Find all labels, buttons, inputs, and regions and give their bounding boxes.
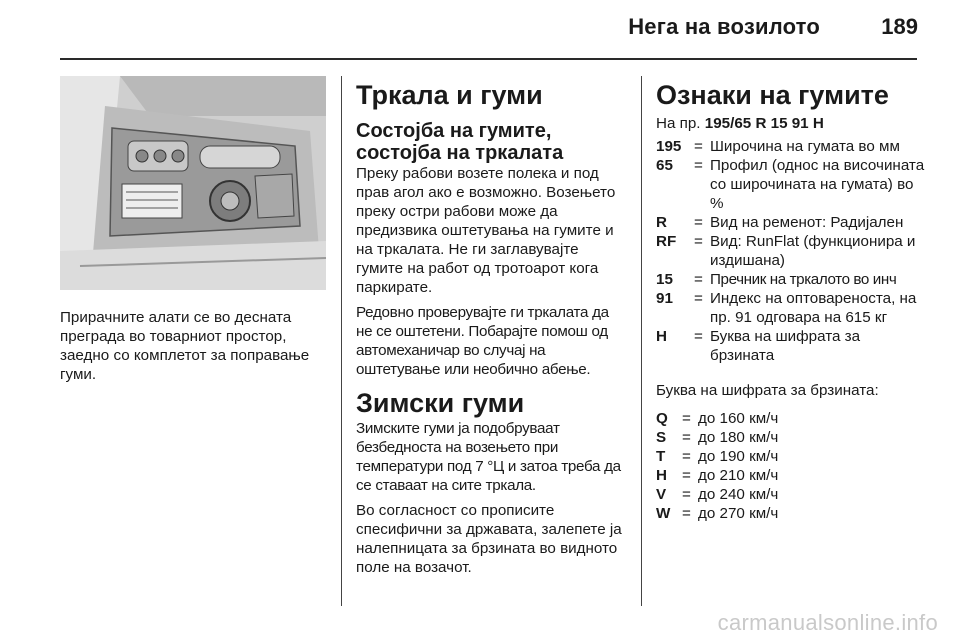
speed-equals: = [682,410,691,427]
definition-row [656,156,926,213]
definition-equals: = [694,138,703,155]
speed-row [656,504,926,523]
right-column [656,70,926,523]
speed-row [656,447,926,466]
speed-key: Q [656,410,668,427]
paragraph-tyre-condition-1: Преку рабови возете полека и под прав агол ако е возможно. Возењето преку остри рабови може да предизвика оштетувања на гумите и на тркалата. Не ги заглавувајте гумите на работ од тротоарот кога паркирате. [356,165,616,296]
speed-equals: = [682,448,691,465]
trunk-photo-illustration [60,76,326,290]
paragraph-winter-tyres-2: Во согласност со прописите спесифични за државата, залепете ја налепницата за брзината во видното поле на возачот. [356,502,622,576]
speed-row [656,466,926,485]
speed-code-list [656,409,926,523]
left-column [60,70,326,384]
speed-equals: = [682,486,691,503]
speed-key: W [656,505,671,522]
definition-key: 91 [656,290,673,307]
definition-value: Вид на ременот: Радијален [710,214,904,231]
speed-row [656,485,926,504]
section-title-tyre-designations: Ознаки на гумите [656,80,889,110]
speed-row [656,409,926,428]
speed-value: до 210 км/ч [698,467,779,484]
speed-value: до 180 км/ч [698,429,779,446]
definition-row [656,213,926,232]
designation-example [656,114,926,133]
definition-equals: = [694,290,703,307]
paragraph-tyre-condition-2: Редовно проверувајте ги тркалата да не се оштетени. Побарајте помош од автомеханичар во случај на оштетување или необично абење. [356,304,609,378]
definition-equals: = [694,271,703,288]
example-code: 195/65 R 15 91 H [704,115,824,132]
definition-key: 65 [656,157,673,174]
speed-equals: = [682,429,691,446]
definition-value: Профил (однос на височината со широчината на гумата) во % [710,157,925,212]
definition-row [656,270,926,289]
speed-value: до 240 км/ч [698,486,779,503]
speed-value: до 190 км/ч [698,448,779,465]
definition-equals: = [694,233,703,250]
column-divider-1 [341,76,342,606]
definition-key: RF [656,233,677,250]
definition-value: Пречник на тркалото во инч [710,271,897,288]
heading-tyre-condition: Состојба на гумите, состојба на тркалата [356,120,564,164]
definition-value: Индекс на оптовареноста, на пр. 91 одговара на 615 кг [710,290,917,326]
trunk-tool-compartment-photo [60,76,326,290]
definition-equals: = [694,328,703,345]
section-title-wheels-tyres: Тркала и гуми [356,80,543,110]
middle-column [356,70,626,583]
speed-equals: = [682,467,691,484]
speed-key: H [656,467,667,484]
definition-row [656,327,926,365]
running-header-title: Нега на возилото [628,14,820,39]
column-divider-2 [641,76,642,606]
definition-key: H [656,328,667,345]
speed-value: до 160 км/ч [698,410,779,427]
definition-value: Широчина на гумата во мм [710,138,900,155]
heading-winter-tyres: Зимски гуми [356,388,525,418]
definition-key: 15 [656,271,673,288]
definition-row [656,232,926,270]
definition-key: 195 [656,138,682,155]
designation-definitions [656,137,926,365]
definition-value: Вид: RunFlat (функционира и издишана) [710,233,916,269]
site-watermark: carmanualsonline.info [717,610,938,635]
definition-equals: = [694,214,703,231]
speed-key: S [656,429,667,446]
definition-equals: = [694,157,703,174]
definition-value: Буква на шифрата за брзината [710,328,861,364]
paragraph-winter-tyres-1: Зимските гуми ја подобруваат безбедноста на возењето при температури под 7 °Ц и затоа треба да се ставаат на сите тркала. [356,420,621,494]
definition-row [656,137,926,156]
header-rule [60,58,917,60]
speed-row [656,428,926,447]
definition-row [656,289,926,327]
speed-key: T [656,448,666,465]
example-prefix: На пр. [656,115,701,132]
speed-code-intro: Буква на шифрата за брзината: [656,382,879,399]
speed-equals: = [682,505,691,522]
speed-value: до 270 км/ч [698,505,779,522]
definition-key: R [656,214,667,231]
speed-key: V [656,486,667,503]
page-number: 189 [881,14,918,39]
photo-caption: Прирачните алати се во десната преграда во товарниот простор, заедно со комплетот за поправање гуми. [60,309,310,383]
